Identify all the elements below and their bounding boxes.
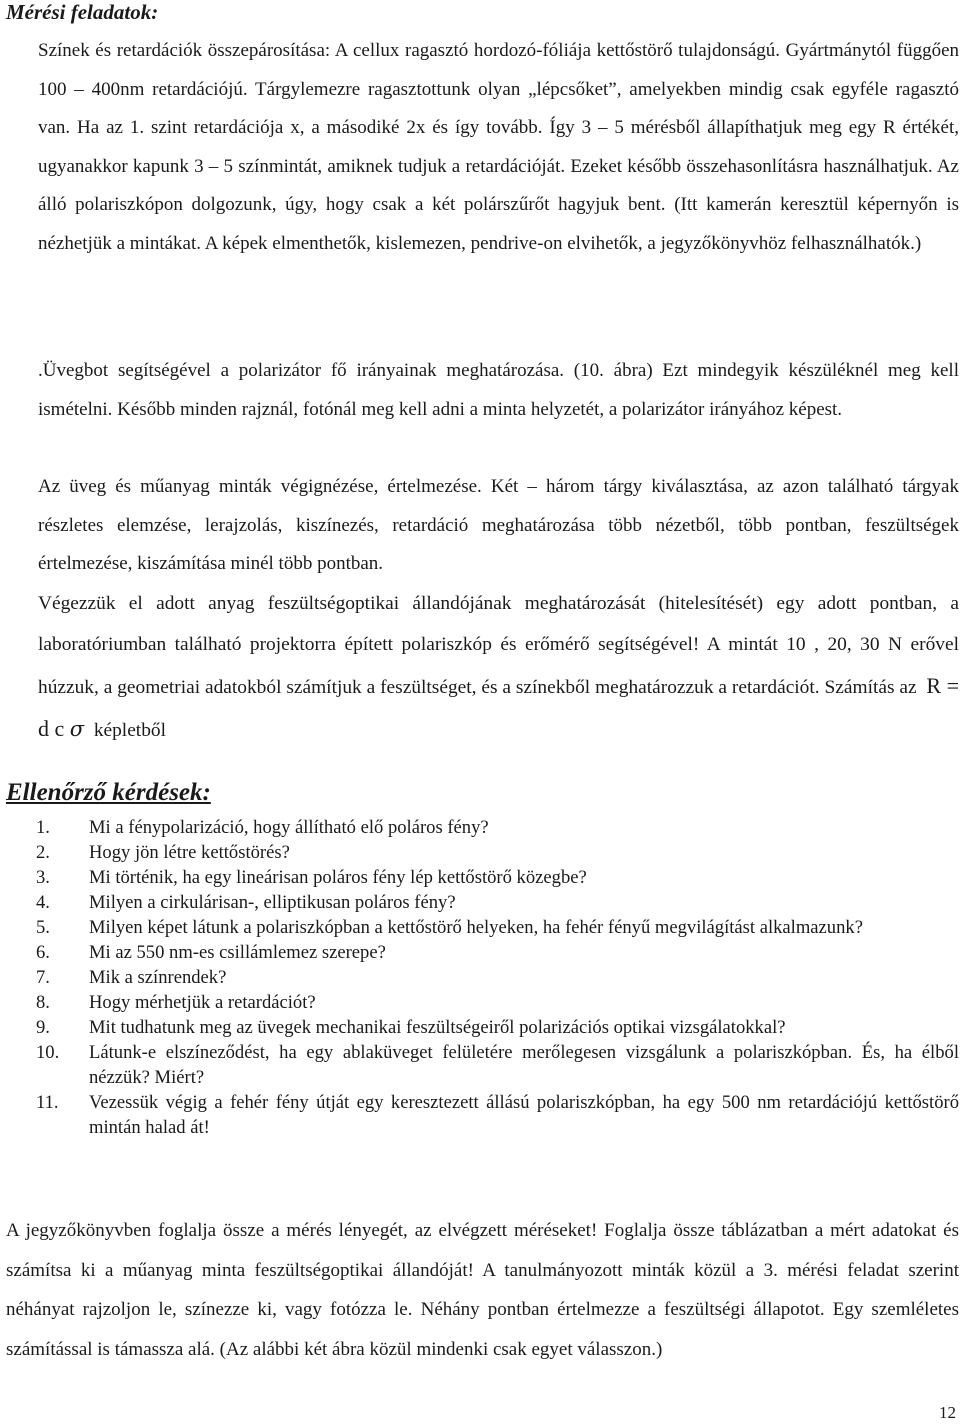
question-text: Mi történik, ha egy lineárisan poláros fény lép kettőstörő közegbe? xyxy=(89,867,587,888)
question-text: Hogy mérhetjük a retardációt? xyxy=(89,992,316,1013)
page-number: 12 xyxy=(939,1403,956,1422)
question-number: 1. xyxy=(36,817,50,838)
question-item xyxy=(36,965,959,990)
question-list xyxy=(36,815,959,1140)
section-heading-ellenorzo-kerdesek: Ellenőrző kérdések: xyxy=(6,779,211,806)
question-text: Mit tudhatunk meg az üvegek mechanikai feszültségeiről polarizációs optikai vizsgálatokkal? xyxy=(89,1017,786,1038)
question-number: 6. xyxy=(36,942,50,963)
formula-main: R = d c xyxy=(38,673,959,741)
question-number: 10. xyxy=(36,1042,60,1063)
task-1-text: Színek és retardációk összepárosítása: A cellux ragasztó hordozó-fóliája kettőstörő tulajdonságú. Gyártmánytól függően 100 – 400nm retardációjú. Tárgylemezre ragasztottunk olyan „lépcsőket”, amelyekben mindig csak egyféle ragasztó van. Ha az 1. szint retardációja x, a másodiké 2x és így tovább. Így 3 – 5 mérésből állapíthatjuk meg egy R értékét, ugyanakkor kapunk 3 – 5 színmintát, amiknek tudjuk a retardációját. Ezeket később összehasonlításra használhatjuk. Az álló polariszkópon dolgozunk, úgy, hogy csak a két polárszűrőt hagyjuk bent. (Itt kamerán keresztül képernyőn is nézhetjük a mintákat. A képek elmenthetők, kislemezen, pendrive-on elvihetők, a jegyzőkönyvhöz felhasználhatók.) xyxy=(38,40,959,254)
section-heading-meresi-feladatok: Mérési feladatok: xyxy=(6,0,159,24)
question-number: 8. xyxy=(36,992,50,1013)
question-text: Hogy jön létre kettőstörés? xyxy=(89,842,290,863)
task-4-text-after: képletből xyxy=(93,720,166,741)
task-4-number xyxy=(6,583,38,624)
question-item xyxy=(36,840,959,865)
summary-paragraph: A jegyzőkönyvben foglalja össze a mérés lényegét, az elvégzett méréseket! Foglalja össze táblázatban a mért adatokat és számítsa ki a műanyag minta feszültségoptikai állandóját! A tanulmányozott minták közül a 3. mérési feladat szerint néhányat rajzoljon le, színezze ki, vagy fotózza le. Néhány pontban értelmezze a feszültségi állapotot. Egy szemléletes számítással is támassza alá. (Az alábbi két ábra közül mindenki csak egyet válasszon.) xyxy=(6,1220,959,1360)
question-item xyxy=(36,915,959,940)
task-3-text: Az üveg és műanyag minták végignézése, értelmezése. Két – három tárgy kiválasztása, az azon található tárgyak részletes elemzése, lerajzolás, kiszínezés, retardáció meghatározása több nézetből, több pontban, feszültségek értelmezése, kiszámítása minél több pontban. xyxy=(38,476,959,575)
question-number: 11. xyxy=(36,1092,59,1113)
question-item xyxy=(36,940,959,965)
formula-sigma: σ xyxy=(69,717,85,741)
task-4-text: Végezzük el adott anyag feszültségoptikai állandójának meghatározását (hitelesítését) egy adott pontban, a laboratóriumban található projektorra épített polariszkóp és erőmérő segítségével! A mintát 10 , 20, 30 N erővel húzzuk, a geometriai adatokból számítjuk a feszültséget, és a színekből meghatározzuk a retardációt. Számítás az xyxy=(38,593,959,698)
question-text: Milyen képet látunk a polariszkópban a kettőstörő helyeken, ha fehér fényű megvilágítást alkalmazunk? xyxy=(89,917,863,938)
question-number: 7. xyxy=(36,967,50,988)
question-text: Mik a színrendek? xyxy=(89,967,227,988)
task-1-number xyxy=(6,32,38,71)
task-4 xyxy=(6,583,959,751)
question-text: Vezessük végig a fehér fény útját egy keresztezett állású polariszkópban, ha egy 500 nm retardációjú kettőstörő mintán halad át! xyxy=(89,1092,959,1138)
task-3-number xyxy=(6,468,38,507)
question-item xyxy=(36,1040,959,1090)
question-item xyxy=(36,1015,959,1040)
question-item xyxy=(36,1090,959,1140)
task-3 xyxy=(6,468,959,584)
question-text: Milyen a cirkulárisan-, elliptikusan poláros fény? xyxy=(89,892,456,913)
question-number: 5. xyxy=(36,917,50,938)
question-item xyxy=(36,990,959,1015)
question-text: Mi a fénypolarizáció, hogy állítható elő poláros fény? xyxy=(89,817,489,838)
task-2-text: .Üvegbot segítségével a polarizátor fő irányainak meghatározása. (10. ábra) Ezt mindegyik készüléknél meg kell ismételni. Később minden rajznál, fotónál meg kell adni a minta helyzetét, a polarizátor irányához képest. xyxy=(38,360,959,420)
question-text: Látunk-e elszíneződést, ha egy ablaküveget felületére merőlegesen vizsgálunk a polariszkópban. És, ha élből nézzük? Miért? xyxy=(89,1042,959,1088)
task-2 xyxy=(6,352,959,429)
question-item xyxy=(36,865,959,890)
task-2-number xyxy=(6,352,38,391)
question-number: 2. xyxy=(36,842,50,863)
question-text: Mi az 550 nm-es csillámlemez szerepe? xyxy=(89,942,386,963)
question-number: 3. xyxy=(36,867,50,888)
question-number: 4. xyxy=(36,892,50,913)
question-number: 9. xyxy=(36,1017,50,1038)
question-item xyxy=(36,815,959,840)
task-1 xyxy=(6,32,959,264)
question-item xyxy=(36,890,959,915)
